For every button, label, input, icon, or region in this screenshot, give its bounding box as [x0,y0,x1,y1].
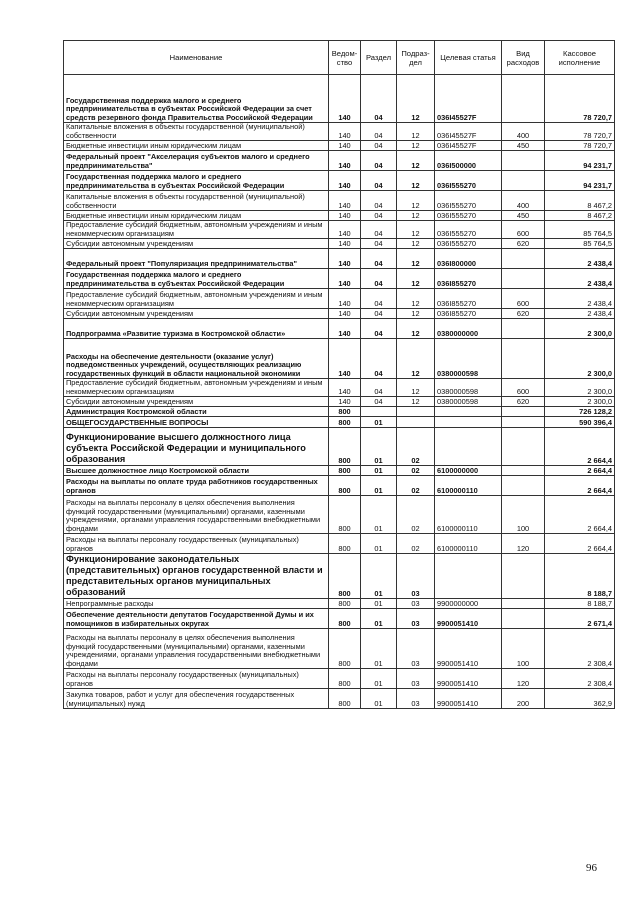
row-section: 04 [361,309,397,319]
header-section: Раздел [361,41,397,75]
row-amount: 590 396,4 [545,417,615,428]
row-amount: 8 188,7 [545,554,615,599]
table-row [64,339,615,379]
row-amount: 2 300,0 [545,319,615,339]
row-section: 04 [361,397,397,407]
row-dept: 140 [329,249,361,269]
row-target: 036I555270 [435,171,502,191]
row-kind: 620 [502,239,545,249]
row-amount: 94 231,7 [545,151,615,171]
row-target: 0380000598 [435,339,502,379]
table-row [64,554,615,599]
row-kind: 600 [502,289,545,309]
row-section: 04 [361,123,397,141]
row-kind: 120 [502,669,545,689]
row-kind [502,476,545,496]
row-kind [502,599,545,609]
row-name: Расходы на выплаты персоналу государственных (муниципальных) органов [64,534,329,554]
row-name: Субсидии автономным учреждениям [64,397,329,407]
row-subsection: 12 [397,221,435,239]
row-section: 04 [361,151,397,171]
row-target [435,417,502,428]
header-subsection: Подраз-дел [397,41,435,75]
row-target [435,428,502,466]
row-amount: 2 664,4 [545,496,615,534]
row-subsection: 12 [397,191,435,211]
row-kind [502,269,545,289]
row-target: 036I555270 [435,191,502,211]
row-subsection: 12 [397,339,435,379]
row-section: 01 [361,599,397,609]
row-name: Субсидии автономным учреждениям [64,309,329,319]
row-amount: 8 467,2 [545,211,615,221]
row-section [361,407,397,417]
row-dept: 140 [329,221,361,239]
row-kind: 400 [502,123,545,141]
row-amount: 2 300,0 [545,379,615,397]
row-target [435,554,502,599]
row-target: 036I555270 [435,221,502,239]
row-dept: 140 [329,339,361,379]
row-section: 04 [361,249,397,269]
row-dept: 800 [329,476,361,496]
row-name: Государственная поддержка малого и среднего предпринимательства в субъектах Российской Федерации [64,171,329,191]
table-row [64,191,615,211]
row-subsection: 03 [397,554,435,599]
row-name: Непрограммные расходы [64,599,329,609]
table-row [64,689,615,709]
row-name: Предоставление субсидий бюджетным, автономным учреждениям и иным некоммерческим организациям [64,379,329,397]
page-number: 96 [586,862,597,874]
table-row [64,269,615,289]
row-dept: 800 [329,407,361,417]
header-name: Наименование [64,41,329,75]
row-section: 04 [361,171,397,191]
row-name: Государственная поддержка малого и среднего предпринимательства в субъектах Российской Федерации [64,269,329,289]
row-amount: 2 308,4 [545,669,615,689]
row-name: Функционирование законодательных (представительных) органов государственной власти и представительных органов муниципальных образований [64,554,329,599]
row-dept: 800 [329,669,361,689]
row-name: Высшее должностное лицо Костромской области [64,466,329,476]
row-section: 01 [361,554,397,599]
row-kind: 450 [502,211,545,221]
row-dept: 800 [329,496,361,534]
header-target: Целевая статья [435,41,502,75]
row-subsection: 03 [397,629,435,669]
row-dept: 140 [329,397,361,407]
row-subsection: 12 [397,397,435,407]
row-amount: 78 720,7 [545,123,615,141]
row-dept: 140 [329,269,361,289]
row-kind: 620 [502,397,545,407]
row-section: 04 [361,141,397,151]
row-dept: 800 [329,466,361,476]
table-row [64,629,615,669]
row-subsection: 12 [397,75,435,123]
row-subsection: 03 [397,669,435,689]
table-row [64,249,615,269]
row-name: Расходы на выплаты персоналу государственных (муниципальных) органов [64,669,329,689]
row-name: Расходы на выплаты персоналу в целях обеспечения выполнения функций государственными (муниципальными) органами, казенными учреждениями, органами управления государственными внебюджетными фондами [64,629,329,669]
table-row [64,407,615,417]
row-section: 04 [361,75,397,123]
row-target: 9900051410 [435,669,502,689]
table-row [64,534,615,554]
table-row [64,379,615,397]
row-target: 036I45527F [435,141,502,151]
row-dept: 140 [329,309,361,319]
row-target: 9900051410 [435,689,502,709]
table-row [64,221,615,239]
row-name: Бюджетные инвестиции иным юридическим лицам [64,141,329,151]
table-row [64,496,615,534]
row-target: 036I555270 [435,239,502,249]
row-subsection: 12 [397,123,435,141]
row-name: Бюджетные инвестиции иным юридическим лицам [64,211,329,221]
row-subsection: 03 [397,689,435,709]
budget-execution-table [63,40,615,709]
row-name: Федеральный проект "Акселерация субъектов малого и среднего предпринимательства" [64,151,329,171]
row-kind [502,466,545,476]
row-dept: 140 [329,141,361,151]
row-name: Государственная поддержка малого и среднего предпринимательства в субъектах Российской Федерации за счет средств резервного фонда Правительства Российской Федерации [64,75,329,123]
table-header-row [64,41,615,75]
table-row [64,239,615,249]
row-subsection: 02 [397,428,435,466]
table-row [64,428,615,466]
row-section: 01 [361,476,397,496]
row-subsection: 02 [397,496,435,534]
row-dept: 800 [329,599,361,609]
row-dept: 140 [329,171,361,191]
row-dept: 800 [329,629,361,669]
row-name: Субсидии автономным учреждениям [64,239,329,249]
row-amount: 85 764,5 [545,239,615,249]
row-kind [502,249,545,269]
row-amount: 8 467,2 [545,191,615,211]
row-kind [502,554,545,599]
table-row [64,599,615,609]
row-dept: 800 [329,534,361,554]
row-dept: 800 [329,609,361,629]
row-name: Подпрограмма «Развитие туризма в Костромской области» [64,319,329,339]
row-dept: 140 [329,289,361,309]
row-subsection: 03 [397,609,435,629]
row-amount: 726 128,2 [545,407,615,417]
row-amount: 2 664,4 [545,476,615,496]
row-subsection: 12 [397,151,435,171]
row-name: Администрация Костромской области [64,407,329,417]
row-target: 9900051410 [435,629,502,669]
row-section: 01 [361,689,397,709]
row-section: 04 [361,269,397,289]
header-dept: Ведом-ство [329,41,361,75]
header-kind: Вид расходов [502,41,545,75]
row-amount: 2 438,4 [545,249,615,269]
row-section: 01 [361,496,397,534]
row-target: 0380000598 [435,397,502,407]
row-subsection [397,407,435,417]
row-kind [502,428,545,466]
row-target: 0380000000 [435,319,502,339]
row-amount: 2 671,4 [545,609,615,629]
row-target: 9900051410 [435,609,502,629]
table-row [64,141,615,151]
row-subsection [397,417,435,428]
row-kind: 200 [502,689,545,709]
row-subsection: 12 [397,171,435,191]
row-amount: 2 300,0 [545,397,615,407]
row-section: 04 [361,239,397,249]
row-section: 04 [361,289,397,309]
row-dept: 140 [329,211,361,221]
row-amount: 78 720,7 [545,75,615,123]
table-row [64,123,615,141]
row-kind [502,171,545,191]
row-section: 01 [361,534,397,554]
table-row [64,417,615,428]
row-subsection: 12 [397,269,435,289]
row-name: Расходы на выплаты по оплате труда работников государственных органов [64,476,329,496]
row-kind: 600 [502,221,545,239]
row-section: 04 [361,191,397,211]
row-kind [502,75,545,123]
row-target: 036I555270 [435,211,502,221]
row-subsection: 02 [397,534,435,554]
row-subsection: 12 [397,239,435,249]
row-amount: 2 664,4 [545,466,615,476]
row-amount: 94 231,7 [545,171,615,191]
row-dept: 800 [329,689,361,709]
row-subsection: 12 [397,211,435,221]
row-name: Капитальные вложения в объекты государственной (муниципальной) собственности [64,123,329,141]
row-dept: 800 [329,428,361,466]
header-amount: Кассовое исполнение [545,41,615,75]
table-row [64,609,615,629]
row-subsection: 02 [397,476,435,496]
row-target: 9900000000 [435,599,502,609]
table-row [64,211,615,221]
row-kind [502,407,545,417]
row-target: 0380000598 [435,379,502,397]
row-name: Капитальные вложения в объекты государственной (муниципальной) собственности [64,191,329,211]
table-row [64,75,615,123]
row-kind [502,609,545,629]
table-row [64,289,615,309]
row-section: 04 [361,339,397,379]
row-target: 036I45527F [435,123,502,141]
row-subsection: 12 [397,249,435,269]
table-row [64,397,615,407]
row-section: 04 [361,319,397,339]
table-row [64,171,615,191]
row-target: 036I855270 [435,269,502,289]
row-kind [502,417,545,428]
table-row [64,466,615,476]
row-target [435,407,502,417]
row-section: 01 [361,609,397,629]
row-dept: 800 [329,417,361,428]
row-dept: 140 [329,75,361,123]
table-row [64,476,615,496]
table-row [64,309,615,319]
row-dept: 140 [329,123,361,141]
row-kind: 400 [502,191,545,211]
row-kind: 600 [502,379,545,397]
row-section: 01 [361,466,397,476]
row-section: 01 [361,629,397,669]
row-amount: 8 188,7 [545,599,615,609]
table-row [64,669,615,689]
row-name: Обеспечение деятельности депутатов Государственной Думы и их помощников в избирательных округах [64,609,329,629]
row-kind: 620 [502,309,545,319]
row-dept: 800 [329,554,361,599]
row-name: Функционирование высшего должностного лица субъекта Российской Федерации и муниципального образования [64,428,329,466]
table-row [64,151,615,171]
row-section: 04 [361,379,397,397]
row-kind [502,339,545,379]
row-amount: 2 438,4 [545,309,615,319]
row-subsection: 02 [397,466,435,476]
row-amount: 2 308,4 [545,629,615,669]
row-subsection: 12 [397,379,435,397]
row-section: 01 [361,428,397,466]
row-name: Предоставление субсидий бюджетным, автономным учреждениям и иным некоммерческим организациям [64,289,329,309]
row-section: 04 [361,221,397,239]
row-amount: 78 720,7 [545,141,615,151]
row-amount: 362,9 [545,689,615,709]
row-target: 036I45527F [435,75,502,123]
row-kind [502,151,545,171]
row-name: Закупка товаров, работ и услуг для обеспечения государственных (муниципальных) нужд [64,689,329,709]
row-target: 6100000110 [435,534,502,554]
row-dept: 140 [329,191,361,211]
row-subsection: 12 [397,289,435,309]
row-name: Расходы на обеспечение деятельности (оказание услуг) подведомственных учреждений, осуществляющих реализацию государственных функций в области национальной экономики [64,339,329,379]
row-subsection: 12 [397,141,435,151]
row-target: 036I800000 [435,249,502,269]
row-target: 036I855270 [435,309,502,319]
row-target: 036I500000 [435,151,502,171]
row-name: Федеральный проект "Популяризация предпринимательства" [64,249,329,269]
row-section: 01 [361,417,397,428]
row-name: ОБЩЕГОСУДАРСТВЕННЫЕ ВОПРОСЫ [64,417,329,428]
row-amount: 2 438,4 [545,289,615,309]
row-subsection: 12 [397,319,435,339]
row-target: 6100000000 [435,466,502,476]
row-subsection: 12 [397,309,435,319]
row-amount: 2 664,4 [545,534,615,554]
row-section: 01 [361,669,397,689]
row-dept: 140 [329,379,361,397]
row-name: Расходы на выплаты персоналу в целях обеспечения выполнения функций государственными (муниципальными) органами, казенными учреждениями, органами управления государственными внебюджетными фондами [64,496,329,534]
table-row [64,319,615,339]
row-name: Предоставление субсидий бюджетным, автономным учреждениям и иным некоммерческим организациям [64,221,329,239]
row-target: 036I855270 [435,289,502,309]
row-kind: 120 [502,534,545,554]
row-kind: 100 [502,629,545,669]
row-amount: 2 300,0 [545,339,615,379]
row-target: 6100000110 [435,496,502,534]
row-amount: 85 764,5 [545,221,615,239]
row-amount: 2 664,4 [545,428,615,466]
row-amount: 2 438,4 [545,269,615,289]
row-kind [502,319,545,339]
row-dept: 140 [329,239,361,249]
row-target: 6100000110 [435,476,502,496]
row-dept: 140 [329,319,361,339]
row-kind: 450 [502,141,545,151]
row-section: 04 [361,211,397,221]
row-kind: 100 [502,496,545,534]
row-subsection: 03 [397,599,435,609]
row-dept: 140 [329,151,361,171]
